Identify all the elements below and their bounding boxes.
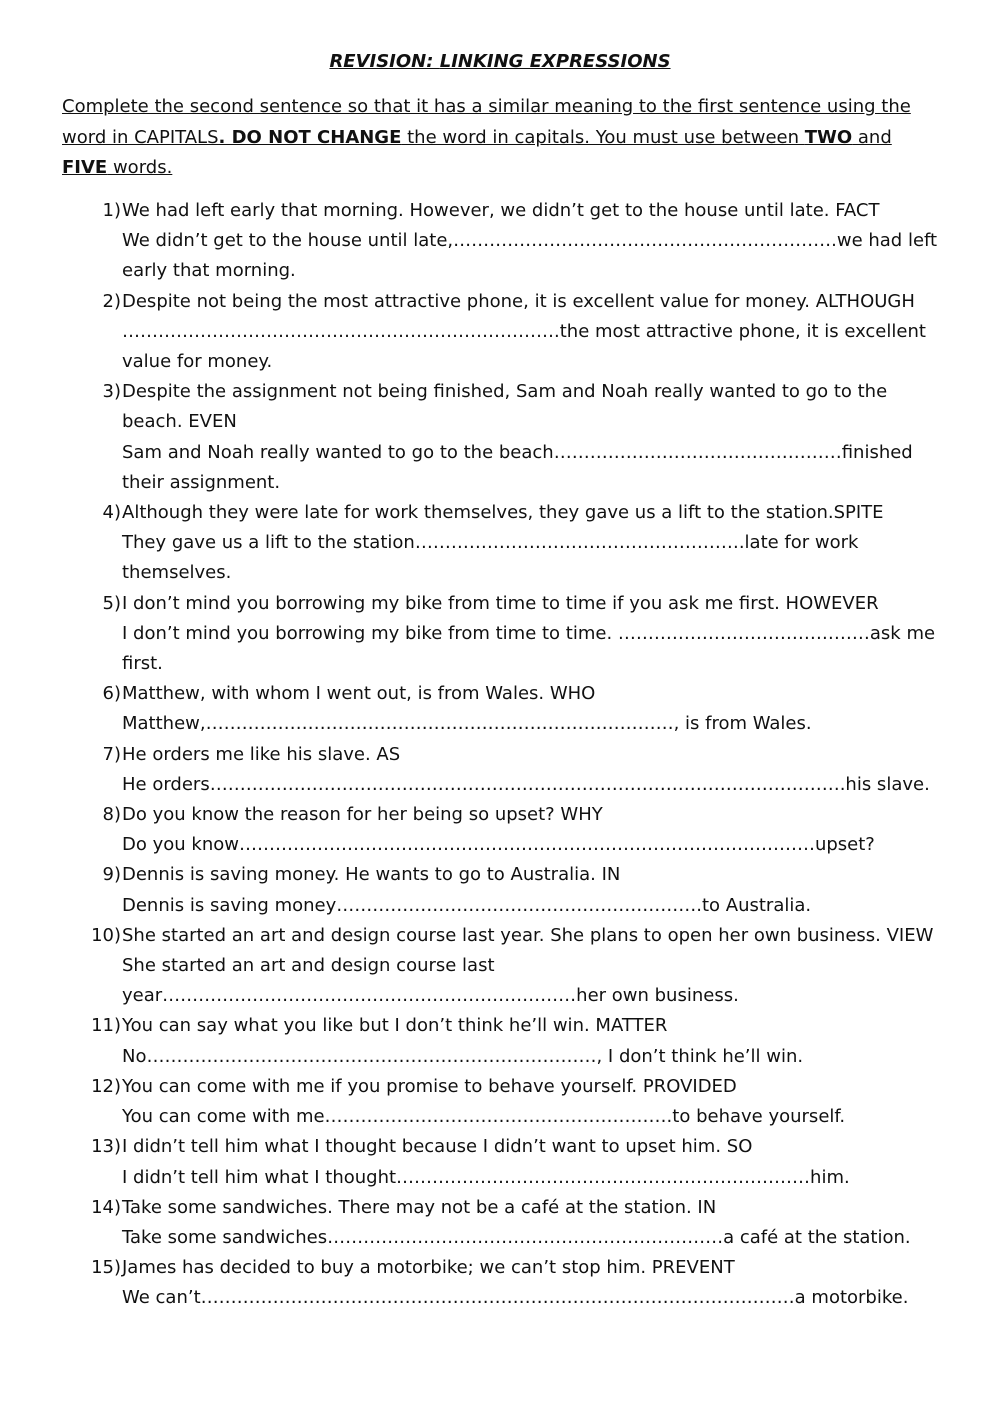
answer-sentence: Sam and Noah really wanted to go to the beach…………………………………………finished their assignment. bbox=[122, 441, 913, 493]
exercise-item bbox=[62, 800, 942, 860]
instructions-bold-1: . DO NOT CHANGE bbox=[218, 126, 402, 148]
prompt-sentence: Matthew, with whom I went out, is from Wales. WHO bbox=[122, 683, 596, 705]
answer-sentence: You can come with me………………………………………………….to behave yourself. bbox=[122, 1106, 846, 1128]
answer-sentence: He orders…………………………………………………………………………………………….his slave. bbox=[122, 773, 930, 795]
prompt-sentence: Take some sandwiches. There may not be a café at the station. IN bbox=[122, 1196, 717, 1218]
answer-sentence: She started an art and design course last year……………………………………………………………her own business. bbox=[122, 955, 739, 1007]
exercise-item bbox=[62, 1132, 942, 1192]
instructions bbox=[62, 92, 942, 184]
instructions-text-1: Complete the second sentence so that it has a similar meaning to the first sentence using the word in CAPITALS bbox=[62, 96, 911, 148]
item-number: 8) bbox=[102, 804, 121, 826]
answer-sentence: We didn’t get to the house until late,……………………………………………………….we had left early that morning. bbox=[122, 230, 938, 282]
answer-sentence: I don’t mind you borrowing my bike from time to time. ……………………………………ask me first. bbox=[122, 622, 936, 675]
exercise-item bbox=[62, 1011, 942, 1071]
item-number: 15) bbox=[91, 1257, 121, 1279]
prompt-sentence: James has decided to buy a motorbike; we can’t stop him. PREVENT bbox=[122, 1257, 735, 1279]
prompt-sentence: You can come with me if you promise to behave yourself. PROVIDED bbox=[122, 1075, 737, 1097]
answer-sentence: No…………………………………………………………………, I don’t think he’ll win. bbox=[122, 1045, 804, 1067]
item-number: 6) bbox=[102, 683, 121, 705]
item-number: 11) bbox=[91, 1015, 121, 1037]
item-number: 4) bbox=[102, 502, 121, 524]
prompt-sentence: Despite the assignment not being finished, Sam and Noah really wanted to go to the beach. EVEN bbox=[122, 381, 888, 433]
exercise-item bbox=[62, 287, 942, 378]
exercise-item bbox=[62, 860, 942, 920]
item-number: 3) bbox=[102, 381, 121, 403]
prompt-sentence: You can say what you like but I don’t think he’ll win. MATTER bbox=[122, 1015, 668, 1037]
item-number: 13) bbox=[91, 1136, 121, 1158]
prompt-sentence: We had left early that morning. However, we didn’t get to the house until late. FACT bbox=[122, 200, 880, 221]
answer-sentence: Matthew,……………………………………………………………………, is from Wales. bbox=[122, 713, 812, 735]
item-number: 14) bbox=[91, 1196, 121, 1218]
exercise-item bbox=[62, 1072, 942, 1132]
exercise-item bbox=[62, 921, 942, 1012]
exercise-item bbox=[62, 589, 942, 680]
item-number: 10) bbox=[91, 924, 121, 946]
answer-sentence: Do you know……………………………………………………………………………………upset? bbox=[122, 834, 875, 856]
exercise-item bbox=[62, 498, 942, 589]
answer-sentence: They gave us a lift to the station……………………………………………….late for work themselves. bbox=[122, 532, 859, 584]
exercise-item bbox=[62, 1253, 942, 1313]
answer-sentence: Dennis is saving money…………………………………………………….to Australia. bbox=[122, 894, 812, 916]
exercise-item bbox=[62, 196, 942, 287]
prompt-sentence: Despite not being the most attractive phone, it is excellent value for money. ALTHOUGH bbox=[122, 290, 915, 312]
instructions-text-4: words. bbox=[107, 157, 173, 178]
prompt-sentence: He orders me like his slave. AS bbox=[122, 743, 401, 765]
prompt-sentence: Do you know the reason for her being so upset? WHY bbox=[122, 804, 603, 826]
exercise-item bbox=[62, 740, 942, 800]
answer-sentence: I didn’t tell him what I thought……………………………………………………………him. bbox=[122, 1166, 850, 1188]
title-part-1: REVISION: bbox=[329, 51, 440, 72]
answer-sentence: ……………………………………………………………….the most attractive phone, it is excellent value for money. bbox=[122, 320, 926, 373]
prompt-sentence: She started an art and design course last year. She plans to open her own business. VIEW bbox=[122, 924, 934, 946]
instructions-text-3: and bbox=[852, 126, 892, 148]
item-number: 5) bbox=[102, 592, 121, 614]
exercise-list bbox=[62, 196, 942, 1314]
prompt-sentence: I don’t mind you borrowing my bike from time to time if you ask me first. HOWEVER bbox=[122, 592, 879, 614]
prompt-sentence: Dennis is saving money. He wants to go to Australia. IN bbox=[122, 864, 621, 886]
item-number: 12) bbox=[91, 1075, 121, 1097]
exercise-item bbox=[62, 377, 942, 498]
item-number: 2) bbox=[102, 290, 121, 312]
instructions-bold-2: TWO bbox=[804, 126, 853, 148]
exercise-item bbox=[62, 1193, 942, 1253]
worksheet-title bbox=[0, 50, 1000, 74]
answer-sentence: We can’t………………………………………………………………………………………a motorbike. bbox=[122, 1287, 909, 1309]
prompt-sentence: I didn’t tell him what I thought because I didn’t want to upset him. SO bbox=[122, 1136, 753, 1158]
item-number: 7) bbox=[102, 743, 121, 765]
exercise-item bbox=[62, 679, 942, 739]
title-part-2: LINKING EXPRESSIONS bbox=[439, 51, 671, 72]
prompt-sentence: Although they were late for work themselves, they gave us a lift to the station.SPITE bbox=[122, 502, 884, 524]
instructions-text-2: the word in capitals. You must use between bbox=[401, 126, 805, 148]
answer-sentence: Take some sandwiches…………………………………………………………a café at the station. bbox=[122, 1226, 911, 1248]
item-number: 9) bbox=[102, 864, 121, 886]
instructions-bold-3: FIVE bbox=[62, 157, 108, 178]
item-number: 1) bbox=[102, 200, 121, 221]
